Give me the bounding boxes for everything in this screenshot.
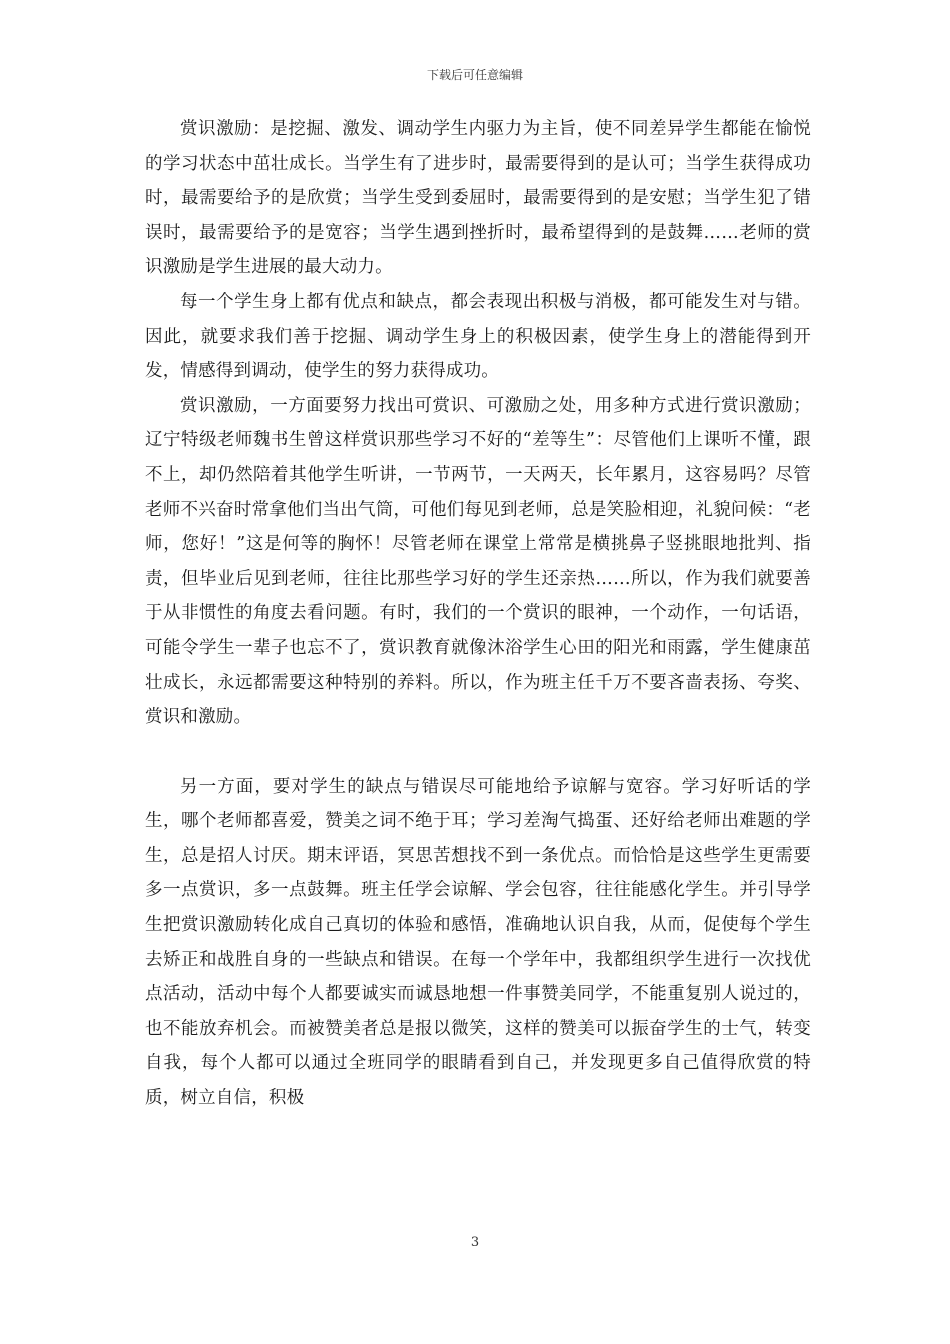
body-text xyxy=(145,112,811,1116)
paragraph-1: 赏识激励：是挖掘、激发、调动学生内驱力为主旨，使不同差异学生都能在愉悦的学习状态中茁壮成长。当学生有了进步时，最需要得到的是认可；当学生获得成功时，最需要给予的是欣赏；当学生受到委屈时，最需要得到的是安慰；当学生犯了错误时，最需要给予的是宽容；当学生遇到挫折时，最希望得到的是鼓舞……老师的赏识激励是学生进展的最大动力。 xyxy=(145,119,811,278)
page-header: 下载后可任意编辑 xyxy=(426,68,523,82)
page-number: 3 xyxy=(470,1235,480,1250)
paragraph-4: 另一方面，要对学生的缺点与错误尽可能地给予谅解与宽容。学习好听话的学生，哪个老师都喜爱，赞美之词不绝于耳；学习差淘气捣蛋、还好给老师出难题的学生，总是招人讨厌。期末评语，冥思苦想找不到一条优点。而恰恰是这些学生更需要多一点赏识，多一点鼓舞。班主任学会谅解、学会包容，往往能感化学生。并引导学生把赏识激励转化成自己真切的体验和感悟，准确地认识自我，从而，促使每个学生去矫正和战胜自身的一些缺点和错误。在每一个学年中，我都组织学生进行一次找优点活动，活动中每个人都要诚实而诚恳地想一件事赞美同学，不能重复别人说过的，也不能放弃机会。而被赞美者总是报以微笑，这样的赞美可以振奋学生的士气，转变自我，每个人都可以通过全班同学的眼睛看到自己，并发现更多自己值得欣赏的特质，树立自信，积极 xyxy=(145,776,811,1109)
paragraph-3: 赏识激励，一方面要努力找出可赏识、可激励之处，用多种方式进行赏识激励；辽宁特级老师魏书生曾这样赏识那些学习不好的“差等生”：尽管他们上课听不懂，跟不上，却仍然陪着其他学生听讲，一节两节，一天两天，长年累月，这容易吗？尽管老师不兴奋时常拿他们当出气筒，可他们每见到老师，总是笑脸相迎，礼貌问候：“老师，您好！”这是何等的胸怀！尽管老师在课堂上常常是横挑鼻子竖挑眼地批判、指责，但毕业后见到老师，往往比那些学习好的学生还亲热……所以，作为我们就要善于从非惯性的角度去看问题。有时，我们的一个赏识的眼神，一个动作，一句话语，可能令学生一辈子也忘不了，赏识教育就像沐浴学生心田的阳光和雨露，学生健康茁壮成长，永远都需要这种特别的养料。所以，作为班主任千万不要吝啬表扬、夸奖、赏识和激励。 xyxy=(145,395,811,728)
paragraph-spacer xyxy=(145,735,811,770)
paragraph-2: 每一个学生身上都有优点和缺点，都会表现出积极与消极，都可能发生对与错。因此，就要求我们善于挖掘、调动学生身上的积极因素，使学生身上的潜能得到开发，情感得到调动，使学生的努力获得成功。 xyxy=(145,291,811,382)
